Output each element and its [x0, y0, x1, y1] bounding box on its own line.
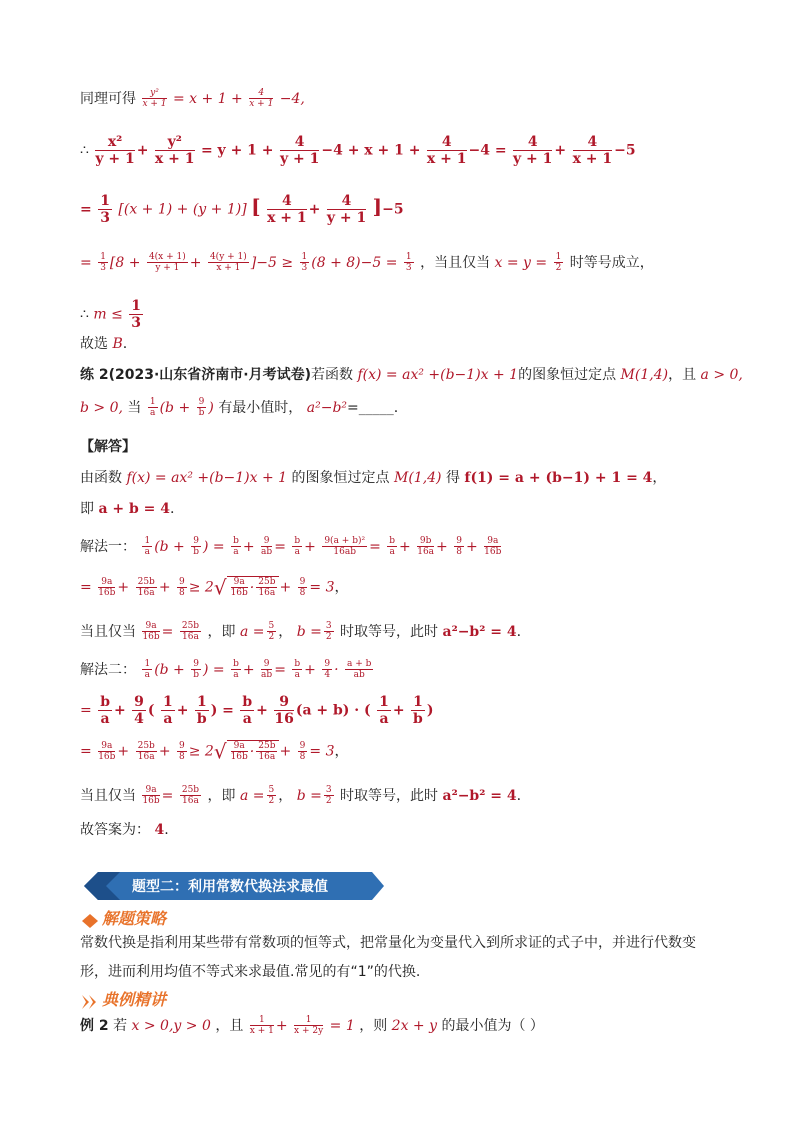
example-label: 例 2 [80, 1017, 109, 1034]
text: 得 [445, 470, 460, 486]
equation-end: = 1 [325, 1017, 355, 1034]
text: 故答案为： [80, 822, 150, 838]
solution-2-line-4: 当且仅当 $\frac{9a}{16b}$ = $\frac{25b}{16a}$ ，即 a = $\frac{5}{2}$ ， b = $\frac{3}{2}$ 时取等号，此时 a²−b² = 4. [80, 785, 522, 807]
solution-2-line-1: 解法二： $\frac{1}{a}$ (b + $\frac{9}{b}$ ) = $\frac{b}{a}$ + $\frac{9}{ab}$ = $\frac{b}{a}$ + $\frac{9}{4}$ · $\frac{a + b}{ab}$ [80, 659, 372, 681]
text: 若 [113, 1017, 128, 1034]
text: ，且 [215, 1017, 244, 1034]
text: 当且仅当 [80, 623, 136, 640]
text: 若函数 [311, 367, 354, 383]
text: 即 [80, 501, 94, 517]
derivation-line-3: = $\frac{1}{3}$ [(x + 1) + (y + 1)] [ $\frac{4}{x + 1}$ + $\frac{4}{y + 1}$ ]−5 [80, 193, 404, 227]
banner-title: 题型二：利用常数代换法求最值 [132, 879, 328, 895]
answer-heading [80, 437, 724, 457]
text: 时等号成立， [569, 254, 654, 271]
text: 同理可得 [80, 90, 136, 107]
solution-1-line-3: 当且仅当 $\frac{9a}{16b}$ = $\frac{25b}{16a}$ ，即 a = $\frac{5}{2}$ ， b = $\frac{3}{2}$ 时取等号，此时 a²−b² = 4. [80, 621, 522, 643]
solution-2-line-3: = $\frac{9a}{16b}$ + $\frac{25b}{16a}$ + $\frac{9}{8}$ ≥ 2√ $\frac{9a}{16b}$ · $\frac{25b}{16a}$ + $\frac{9}{8}$ = 3， [80, 739, 349, 764]
text: 常数代换是指利用某些带有常数项的恒等式，把常量化为变量代入到所求证的式子中，并进行代数变 [80, 935, 696, 951]
text: ，即 [207, 623, 236, 640]
diamond-icon [82, 913, 98, 927]
text: 当 [127, 399, 142, 416]
text: 形，进而利用均值不等式来求最值.常见的有“1”的代换. [80, 964, 421, 980]
derivation-line-2: ∴ $\frac{\text{x²}}{y + 1}$ + $\frac{\text{y²}}{x + 1}$ = y + 1 + $\frac{4}{y + 1}$ −4 + x + 1 + $\frac{4}{x + 1}$ −4 = $\frac{4}{y + 1}$ + $\frac{4}{x + 1}$ −5 [80, 134, 636, 168]
text: 解法二： [80, 661, 136, 678]
final-answer-line: 故答案为： 4. [80, 822, 169, 838]
text: 由函数 [80, 470, 122, 486]
exercise-label: 练 2(2023·山东省济南市·月考试卷) [80, 367, 312, 383]
exercise-2-line-1: 练 2(2023·山东省济南市·月考试卷)若函数 f(x) = ax² +(b−1)x + 1的图象恒过定点 M(1,4)，且 a > 0, [80, 367, 743, 383]
text: ，且 [668, 367, 697, 383]
text: 解题策略 [102, 909, 167, 928]
exercise-2-line-2: b > 0, 当 $\frac{1}{a}$ (b + $\frac{9}{b}$ ) 有最小值时， a²−b²=_____. [80, 397, 399, 419]
derivation-line-4: = $\frac{1}{3}$ [8 + $\frac{4(x + 1)}{y + 1}$ + $\frac{4(y + 1)}{x + 1}$ ]−5 ≥ $\frac{1}{3}$ (8 + 8)−5 = $\frac{1}{3}$ ，当且仅当 x = y = $\frac{1}{2}$ 时等号成立， [80, 252, 654, 274]
solution-1-line-2: = $\frac{9a}{16b}$ + $\frac{25b}{16a}$ + $\frac{9}{8}$ ≥ 2√ $\frac{9a}{16b}$ · $\frac{25b}{16a}$ + $\frac{9}{8}$ = 3， [80, 575, 349, 600]
derivation-line-1: 同理可得 $\frac{\text{y²}}{x + 1}$ = x + 1 + $\frac{4}{x + 1}$ −4, [80, 88, 305, 110]
text: 的图象恒过定点 [518, 367, 617, 383]
target-expression: 2x + y [391, 1017, 437, 1034]
text: 当且仅当 [80, 787, 136, 804]
text: 的图象恒过定点 [291, 470, 390, 486]
text: 典例精讲 [102, 990, 167, 1009]
text: 故选 [80, 336, 108, 352]
final-answer: 4 [154, 822, 165, 838]
condition: x > 0,y > 0 [131, 1017, 211, 1034]
text: 【解答】 [80, 439, 136, 455]
strategy-heading [82, 906, 166, 929]
answer-choice: B [112, 336, 123, 352]
example-2-line: 例 2 若 x > 0,y > 0 ，且 $\frac{1}{x + 1}$ + $\frac{1}{x + 2y}$ = 1 ，则 2x + y 的最小值为（ ） [80, 1015, 544, 1037]
solution-2-line-2: = $\frac{b}{a}$ + $\frac{9}{4}$ ( $\frac{1}{a}$ + $\frac{1}{b}$ ) = $\frac{b}{a}$ + $\frac{9}{16}$ (a + b) · ( $\frac{1}{a}$ + $\frac{1}{b}$ ) [80, 694, 434, 728]
text: ，当且仅当 [420, 254, 491, 271]
section-banner [84, 872, 384, 900]
text: 有最小值时， [218, 399, 303, 416]
text: 的最小值为（ ） [441, 1017, 544, 1034]
derivation-line-5: ∴ m ≤ $\frac{1}{3}$ [80, 298, 142, 332]
answer-line-1: 由函数 f(x) = ax² +(b−1)x + 1 的图象恒过定点 M(1,4) 得 f(1) = a + (b−1) + 1 = 4， [80, 470, 667, 486]
text: 时取等号，此时 [340, 787, 439, 804]
double-chevron-icon [82, 994, 98, 1008]
answer-line-2: 即 a + b = 4. [80, 501, 175, 517]
strategy-text-2 [80, 962, 724, 982]
text: 解法一： [80, 538, 136, 555]
text: ，则 [359, 1017, 388, 1034]
text: 时取等号，此时 [340, 623, 439, 640]
text: ，即 [207, 787, 236, 804]
choice-line: 故选 B. [80, 336, 128, 352]
strategy-text-1 [80, 933, 724, 953]
answer-blank: =_____. [347, 399, 399, 416]
example-heading [82, 987, 166, 1010]
therefore-symbol: ∴ [80, 142, 89, 159]
solution-1-line-1: 解法一： $\frac{1}{a}$ (b + $\frac{9}{b}$ ) = $\frac{b}{a}$ + $\frac{9}{ab}$ = $\frac{b}{a}$ + $\frac{\text{9(a + b)²}}{16ab}$ = $\frac{b}{a}$ + $\frac{9b}{16a}$ + $\frac{9}{8}$ + $\frac{9a}{16b}$ [80, 536, 502, 558]
